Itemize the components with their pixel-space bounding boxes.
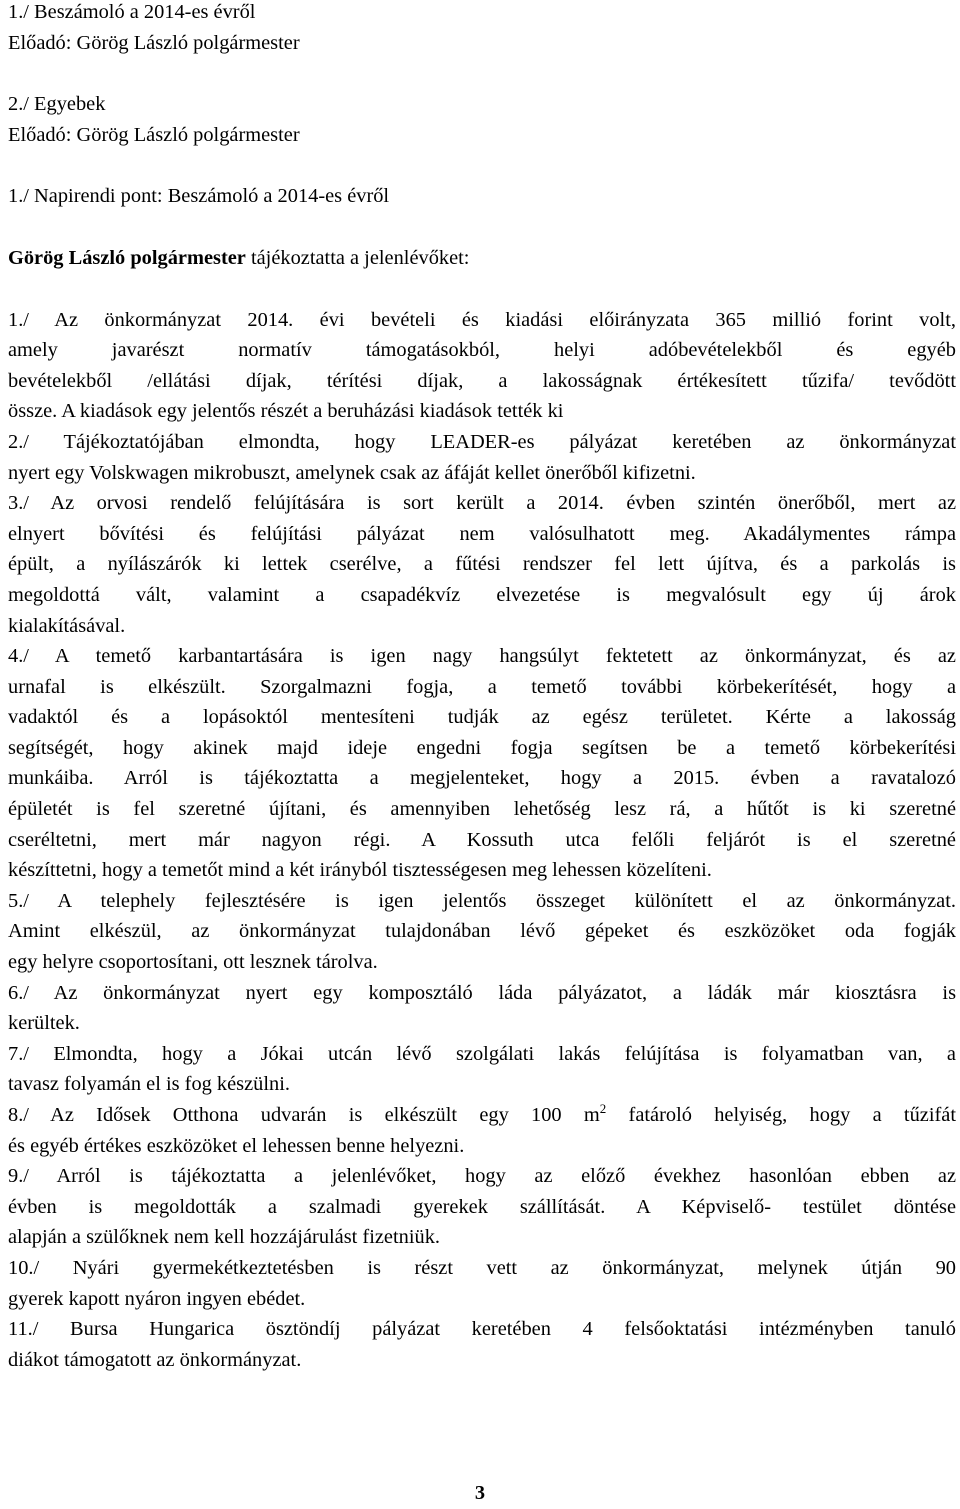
speaker-name: Görög László polgármester <box>8 246 246 269</box>
body-line: 6./ Az önkormányzat nyert egy komposztáló láda pályázatot, a ládák már kiosztásra is <box>8 981 956 1004</box>
body-line: kerültek. <box>8 1012 80 1035</box>
body-line: kialakításával. <box>8 614 126 637</box>
body-line: 5./ A telephely fejlesztésére is igen jelentős összeget különített el az önkormányzat. <box>8 889 956 912</box>
body-line: egy helyre csoportosítani, ott lesznek tárolva. <box>8 951 378 974</box>
body-line: 10./ Nyári gyermekétkeztetésben is részt vett az önkormányzat, melynek útján 90 <box>8 1256 956 1279</box>
body-line: diákot támogatott az önkormányzat. <box>8 1348 302 1371</box>
body-line: gyerek kapott nyáron ingyen ebédet. <box>8 1287 306 1310</box>
body-line: 11./ Bursa Hungarica ösztöndíj pályázat keretében 4 felsőoktatási intézményben tanuló <box>8 1318 956 1341</box>
body-line: elnyert bővítési és felújítási pályázat nem valósulhatott meg. Akadálymentes rámpa <box>8 522 956 545</box>
body-line: 4./ A temető karbantartására is igen nagy hangsúlyt fektetett az önkormányzat, és az <box>8 645 956 668</box>
body-line: 3./ Az orvosi rendelő felújítására is sort került a 2014. évben szintén önerőből, mert az <box>8 492 956 515</box>
body-line: 1./ Az önkormányzat 2014. évi bevételi és kiadási előirányzata 365 millió forint volt, <box>8 308 956 331</box>
section-heading: 1./ Napirendi pont: Beszámoló a 2014-es évről <box>8 185 390 208</box>
body-line: urnafal is elkészült. Szorgalmazni fogja, a temető további körbekerítését, hogy a <box>8 675 956 698</box>
body-line-superscript: 8./ Az Idősek Otthona udvarán is elkészült egy 100 $m^2$ fatároló helyiség, hogy a tűzifát <box>8 1101 956 1126</box>
body-line: 2./ Tájékoztatójában elmondta, hogy LEADER-es pályázat keretében az önkormányzat <box>8 430 956 453</box>
agenda-item-2: 2./ Egyebek <box>8 93 106 116</box>
body-line: segítségét, hogy akinek majd ideje engedni fogja segítsen be a temető körbekerítési <box>8 736 956 759</box>
agenda-item-1: 1./ Beszámoló a 2014-es évről <box>8 1 256 23</box>
body-line: munkáiba. Arról is tájékoztatta a megjelenteket, hogy a 2015. évben a ravatalozó <box>8 767 956 790</box>
page-number: 3 <box>474 1482 486 1504</box>
body-line: épületét is fel szeretné újítani, és amennyiben lehetőség lesz rá, a hűtőt is ki szeretné <box>8 798 956 821</box>
body-line: 7./ Elmondta, hogy a Jókai utcán lévő szolgálati lakás felújítása is folyamatban van, a <box>8 1042 956 1065</box>
intro-line <box>8 243 956 274</box>
superscript-2: 2 <box>599 1101 607 1116</box>
report-body <box>8 305 956 1376</box>
body-line: Amint elkészül, az önkormányzat tulajdonában lévő gépeket és eszközöket oda fogják <box>8 920 956 943</box>
body-line: tavasz folyamán el is fog készülni. <box>8 1073 290 1096</box>
body-line: össze. A kiadások egy jelentős részét a beruházási kiadások tették ki <box>8 400 564 423</box>
body-line: épült, a nyílászárók ki lettek cserélve, a fűtési rendszer fel lett újítva, és a parkolás is <box>8 553 956 576</box>
body-line: készíttetni, hogy a temetőt mind a két irányból tisztességesen meg lehessen közelíteni. <box>8 859 712 882</box>
body-line: és egyéb értékes eszközöket el lehessen benne helyezni. <box>8 1134 465 1157</box>
body-line: cseréltetni, mert már nagyon régi. A Kossuth utca felőli feljárót is el szeretné <box>8 828 956 851</box>
agenda-presenter-2: Előadó: Görög László polgármester <box>8 123 300 146</box>
body-line: évben is megoldották a szalmadi gyerekek szállítását. A Képviselő- testület döntése <box>8 1195 956 1218</box>
document-page <box>8 0 956 1375</box>
intro-rest: tájékoztatta a jelenlévőket: <box>245 246 470 269</box>
body-line: bevételekből /ellátási díjak, térítési díjak, a lakosságnak értékesített tűzifa/ tevődött <box>8 369 956 392</box>
body-line: vadaktól és a lopásoktól mentesíteni tudják az egész területet. Kérte a lakosság <box>8 706 956 729</box>
body-line: megoldottá vált, valamint a csapadékvíz elvezetése is megvalósult egy új árok <box>8 583 956 606</box>
body-line: 9./ Arról is tájékoztatta a jelenlévőket, hogy az előző évekhez hasonlóan ebben az <box>8 1165 956 1188</box>
body-line: amely javarészt normatív támogatásokból, helyi adóbevételekből és egyéb <box>8 339 956 362</box>
body-line: nyert egy Volskwagen mikrobuszt, amelynek csak az áfáját kellet önerőből kifizetni. <box>8 461 696 484</box>
agenda-presenter-1: Előadó: Görög László polgármester <box>8 31 300 54</box>
body-line: alapján a szülőknek nem kell hozzájárulást fizetniük. <box>8 1226 440 1249</box>
